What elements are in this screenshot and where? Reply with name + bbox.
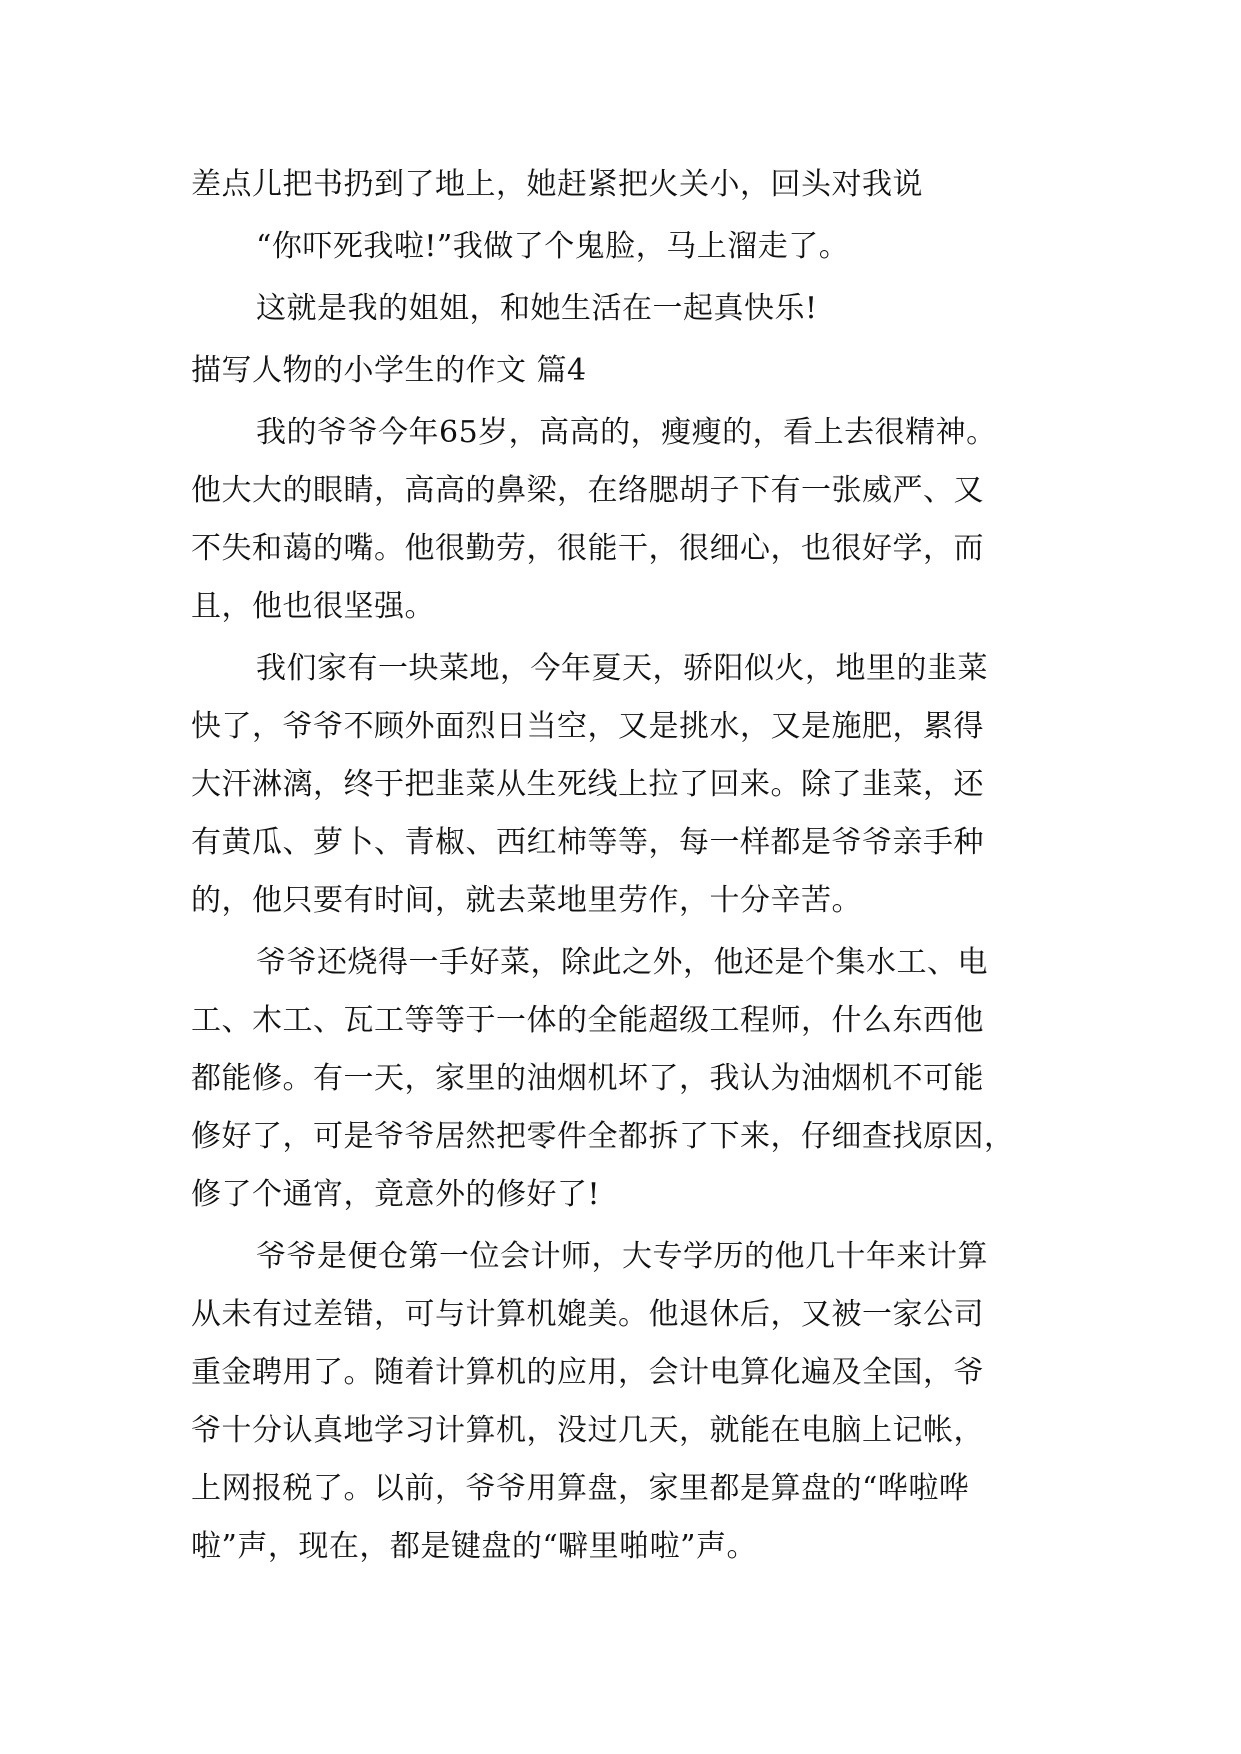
text-line: 的，他只要有时间，就去菜地里劳作，十分辛苦。 xyxy=(191,883,862,918)
text-line: 修了个通宵，竟意外的修好了! xyxy=(191,1177,601,1212)
text-line: 我的爷爷今年65岁，高高的，瘦瘦的，看上去很精神。 xyxy=(256,415,997,450)
text-line: “你吓死我啦!”我做了个鬼脸，马上溜走了。 xyxy=(256,229,850,264)
text-line: 修好了，可是爷爷居然把零件全都拆了下来，仔细查找原因， xyxy=(191,1119,1015,1154)
text-line: 上网报税了。以前，爷爷用算盘，家里都是算盘的“哗啦哗 xyxy=(191,1471,970,1506)
text-line: 爷爷是便仓第一位会计师，大专学历的他几十年来计算 xyxy=(256,1239,988,1274)
text-line: 他大大的眼睛，高高的鼻梁，在络腮胡子下有一张威严、又 xyxy=(191,473,984,508)
text-line: 不失和蔼的嘴。他很勤劳，很能干，很细心，也很好学，而 xyxy=(191,531,984,566)
text-line: 差点儿把书扔到了地上，她赶紧把火关小，回头对我说 xyxy=(191,167,923,202)
text-line: 大汗淋漓，终于把韭菜从生死线上拉了回来。除了韭菜，还 xyxy=(191,767,984,802)
text-line: 爷十分认真地学习计算机，没过几天，就能在电脑上记帐， xyxy=(191,1413,984,1448)
text-line: 这就是我的姐姐，和她生活在一起真快乐! xyxy=(256,291,818,326)
text-line: 都能修。有一天，家里的油烟机坏了，我认为油烟机不可能 xyxy=(191,1061,984,1096)
text-line: 有黄瓜、萝卜、青椒、西红柿等等，每一样都是爷爷亲手种 xyxy=(191,825,984,860)
text-line: 啦”声，现在，都是键盘的“噼里啪啦”声。 xyxy=(191,1529,758,1564)
text-line: 工、木工、瓦工等等于一体的全能超级工程师，什么东西他 xyxy=(191,1003,984,1038)
text-line: 我们家有一块菜地，今年夏天，骄阳似火，地里的韭菜 xyxy=(256,651,988,686)
section-heading: 描写人物的小学生的作文 篇4 xyxy=(191,353,587,388)
text-line: 且，他也很坚强。 xyxy=(191,589,435,624)
text-line: 重金聘用了。随着计算机的应用，会计电算化遍及全国，爷 xyxy=(191,1355,984,1390)
text-line: 爷爷还烧得一手好菜，除此之外，他还是个集水工、电 xyxy=(256,945,988,980)
text-line: 从未有过差错，可与计算机媲美。他退休后，又被一家公司 xyxy=(191,1297,984,1332)
text-line: 快了，爷爷不顾外面烈日当空，又是挑水，又是施肥，累得 xyxy=(191,709,984,744)
